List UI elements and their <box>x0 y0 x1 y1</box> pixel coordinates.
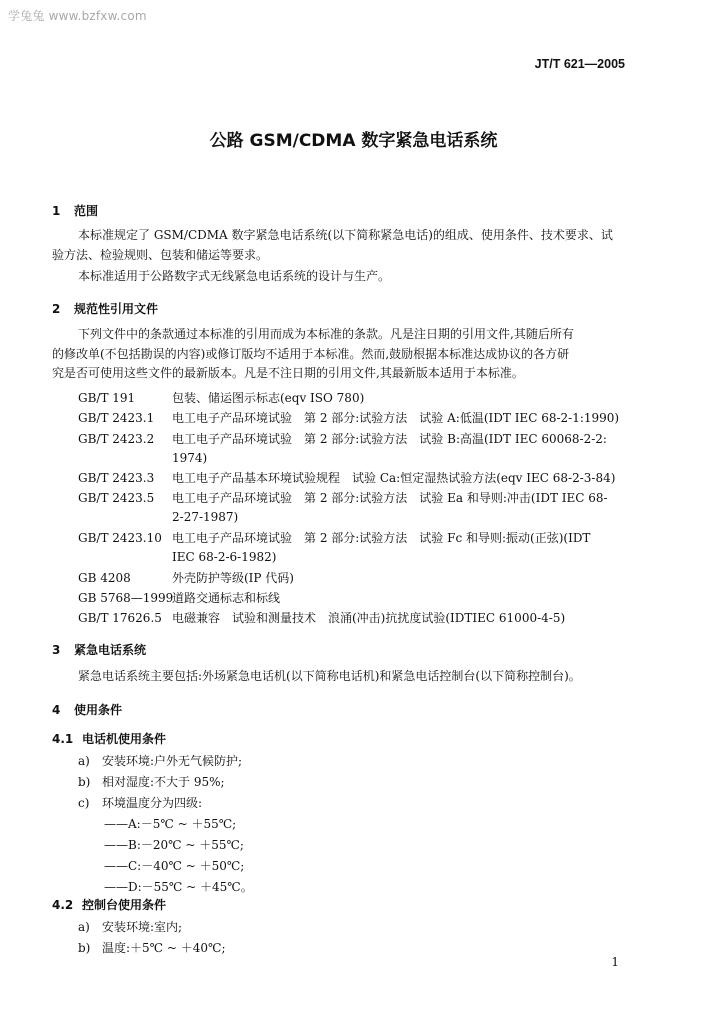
reference-title: 外壳防护等级(IP 代码) <box>172 571 294 585</box>
section-number: 2 <box>52 302 61 316</box>
reference-title: 电工电子产品环境试验 第 2 部分:试验方法 试验 B:高温(IDT IEC 60068-2-2: <box>172 432 607 446</box>
reference-entry <box>78 529 646 567</box>
reference-code: GB/T 2423.10 <box>78 531 162 545</box>
reference-entry <box>78 469 646 488</box>
reference-title: 包装、储运图示标志(eqv ISO 780) <box>172 391 365 405</box>
reference-title-continued: 1974) <box>172 451 208 465</box>
list-item <box>78 773 225 790</box>
section-3-heading <box>52 641 146 658</box>
reference-entry <box>78 389 646 408</box>
section-number: 3 <box>52 643 61 657</box>
subsection-title: 控制台使用条件 <box>82 898 167 912</box>
subsection-4-1-heading <box>52 730 166 747</box>
reference-code: GB 5768—1999 <box>78 591 174 605</box>
reference-entry <box>78 489 646 527</box>
list-marker: a) <box>78 754 90 768</box>
paragraph-line: 验方法、检验规则、包装和储运等要求。 <box>52 247 269 262</box>
subsection-title: 电话机使用条件 <box>82 732 167 746</box>
reference-title: 电磁兼容 试验和测量技术 浪涌(冲击)抗扰度试验(IDTIEC 61000-4-5) <box>172 611 566 625</box>
reference-code: GB 4208 <box>78 571 131 585</box>
reference-code: GB/T 191 <box>78 391 136 405</box>
document-title: 公路 GSM/CDMA 数字紧急电话系统 <box>209 131 498 151</box>
list-marker: c) <box>78 796 90 810</box>
subsection-number: 4.1 <box>52 732 74 746</box>
list-text: 相对湿度:不大于 95%; <box>102 775 225 789</box>
reference-code: GB/T 2423.3 <box>78 471 155 485</box>
watermark: 学兔兔 www.bzfxw.com <box>8 9 147 23</box>
list-marker: b) <box>78 941 91 955</box>
section-4-heading <box>52 701 122 718</box>
section-number: 4 <box>52 703 61 717</box>
reference-title: 电工电子产品基本环境试验规程 试验 Ca:恒定湿热试验方法(eqv IEC 68-2-3-84) <box>172 471 616 485</box>
reference-code: GB/T 17626.5 <box>78 611 162 625</box>
subsection-number: 4.2 <box>52 898 74 912</box>
section-title: 规范性引用文件 <box>74 302 159 316</box>
paragraph-line: 紧急电话系统主要包括:外场紧急电话机(以下简称电话机)和紧急电话控制台(以下简称控制台)。 <box>78 669 581 683</box>
list-item <box>78 918 182 935</box>
paragraph-line: 究是否可使用这些文件的最新版本。凡是不注日期的引用文件,其最新版本适用于本标准。 <box>52 366 524 380</box>
temperature-grade: ——D:－55℃ ~ ＋45℃。 <box>104 880 253 894</box>
section-2-heading <box>52 300 158 317</box>
section-1-heading <box>52 202 98 219</box>
list-item <box>78 752 242 769</box>
temperature-grade: ——C:－40℃ ~ ＋50℃; <box>104 859 245 873</box>
section-title: 紧急电话系统 <box>74 643 147 657</box>
paragraph-line: 本标准规定了 GSM/CDMA 数字紧急电话系统(以下简称紧急电话)的组成、使用条件、技术要求、试 <box>78 228 613 242</box>
temperature-grade: ——B:－20℃ ~ ＋55℃; <box>104 838 244 852</box>
reference-entry <box>78 589 646 608</box>
list-item <box>78 794 202 811</box>
reference-code: GB/T 2423.5 <box>78 491 155 505</box>
reference-title-continued: 2-27-1987) <box>172 510 239 524</box>
section-2-intro <box>52 325 640 384</box>
standard-code: JT/T 621—2005 <box>534 57 625 71</box>
reference-title: 电工电子产品环境试验 第 2 部分:试验方法 试验 A:低温(IDT IEC 68-2-1:1990) <box>172 411 620 425</box>
list-marker: a) <box>78 920 90 934</box>
reference-entry <box>78 569 646 588</box>
section-title: 使用条件 <box>74 703 123 717</box>
section-title: 范围 <box>74 204 99 218</box>
list-text: 安装环境:户外无气候防护; <box>102 754 243 768</box>
subsection-4-2-heading <box>52 896 166 913</box>
reference-title: 电工电子产品环境试验 第 2 部分:试验方法 试验 Ea 和导则:冲击(IDT IEC 68- <box>172 491 608 505</box>
reference-title: 道路交通标志和标线 <box>172 591 281 605</box>
list-text: 环境温度分为四级: <box>102 796 203 810</box>
reference-entry <box>78 430 646 468</box>
list-text: 温度:＋5℃ ~ ＋40℃; <box>102 941 226 955</box>
temperature-grade: ——A:－5℃ ~ ＋55℃; <box>104 817 237 831</box>
list-text: 安装环境:室内; <box>102 920 183 934</box>
section-1-paragraph-2 <box>52 267 640 287</box>
section-number: 1 <box>52 204 61 218</box>
section-3-paragraph <box>52 667 640 687</box>
section-1-paragraph-1 <box>52 226 640 265</box>
reference-entry <box>78 609 646 628</box>
reference-entry <box>78 409 646 428</box>
list-marker: b) <box>78 775 91 789</box>
reference-code: GB/T 2423.1 <box>78 411 155 425</box>
paragraph-line: 本标准适用于公路数字式无线紧急电话系统的设计与生产。 <box>78 269 391 283</box>
paragraph-line: 下列文件中的条款通过本标准的引用而成为本标准的条款。凡是注日期的引用文件,其随后所有 <box>78 327 574 341</box>
page-number: 1 <box>611 955 619 969</box>
list-item <box>78 939 226 956</box>
paragraph-line: 的修改单(不包括勘误的内容)或修订版均不适用于本标准。然而,鼓励根据本标准达成协议的各方研 <box>52 346 570 361</box>
reference-code: GB/T 2423.2 <box>78 432 155 446</box>
reference-title: 电工电子产品环境试验 第 2 部分:试验方法 试验 Fc 和导则:振动(正弦)(IDT <box>172 531 591 545</box>
reference-title-continued: IEC 68-2-6-1982) <box>172 550 277 564</box>
